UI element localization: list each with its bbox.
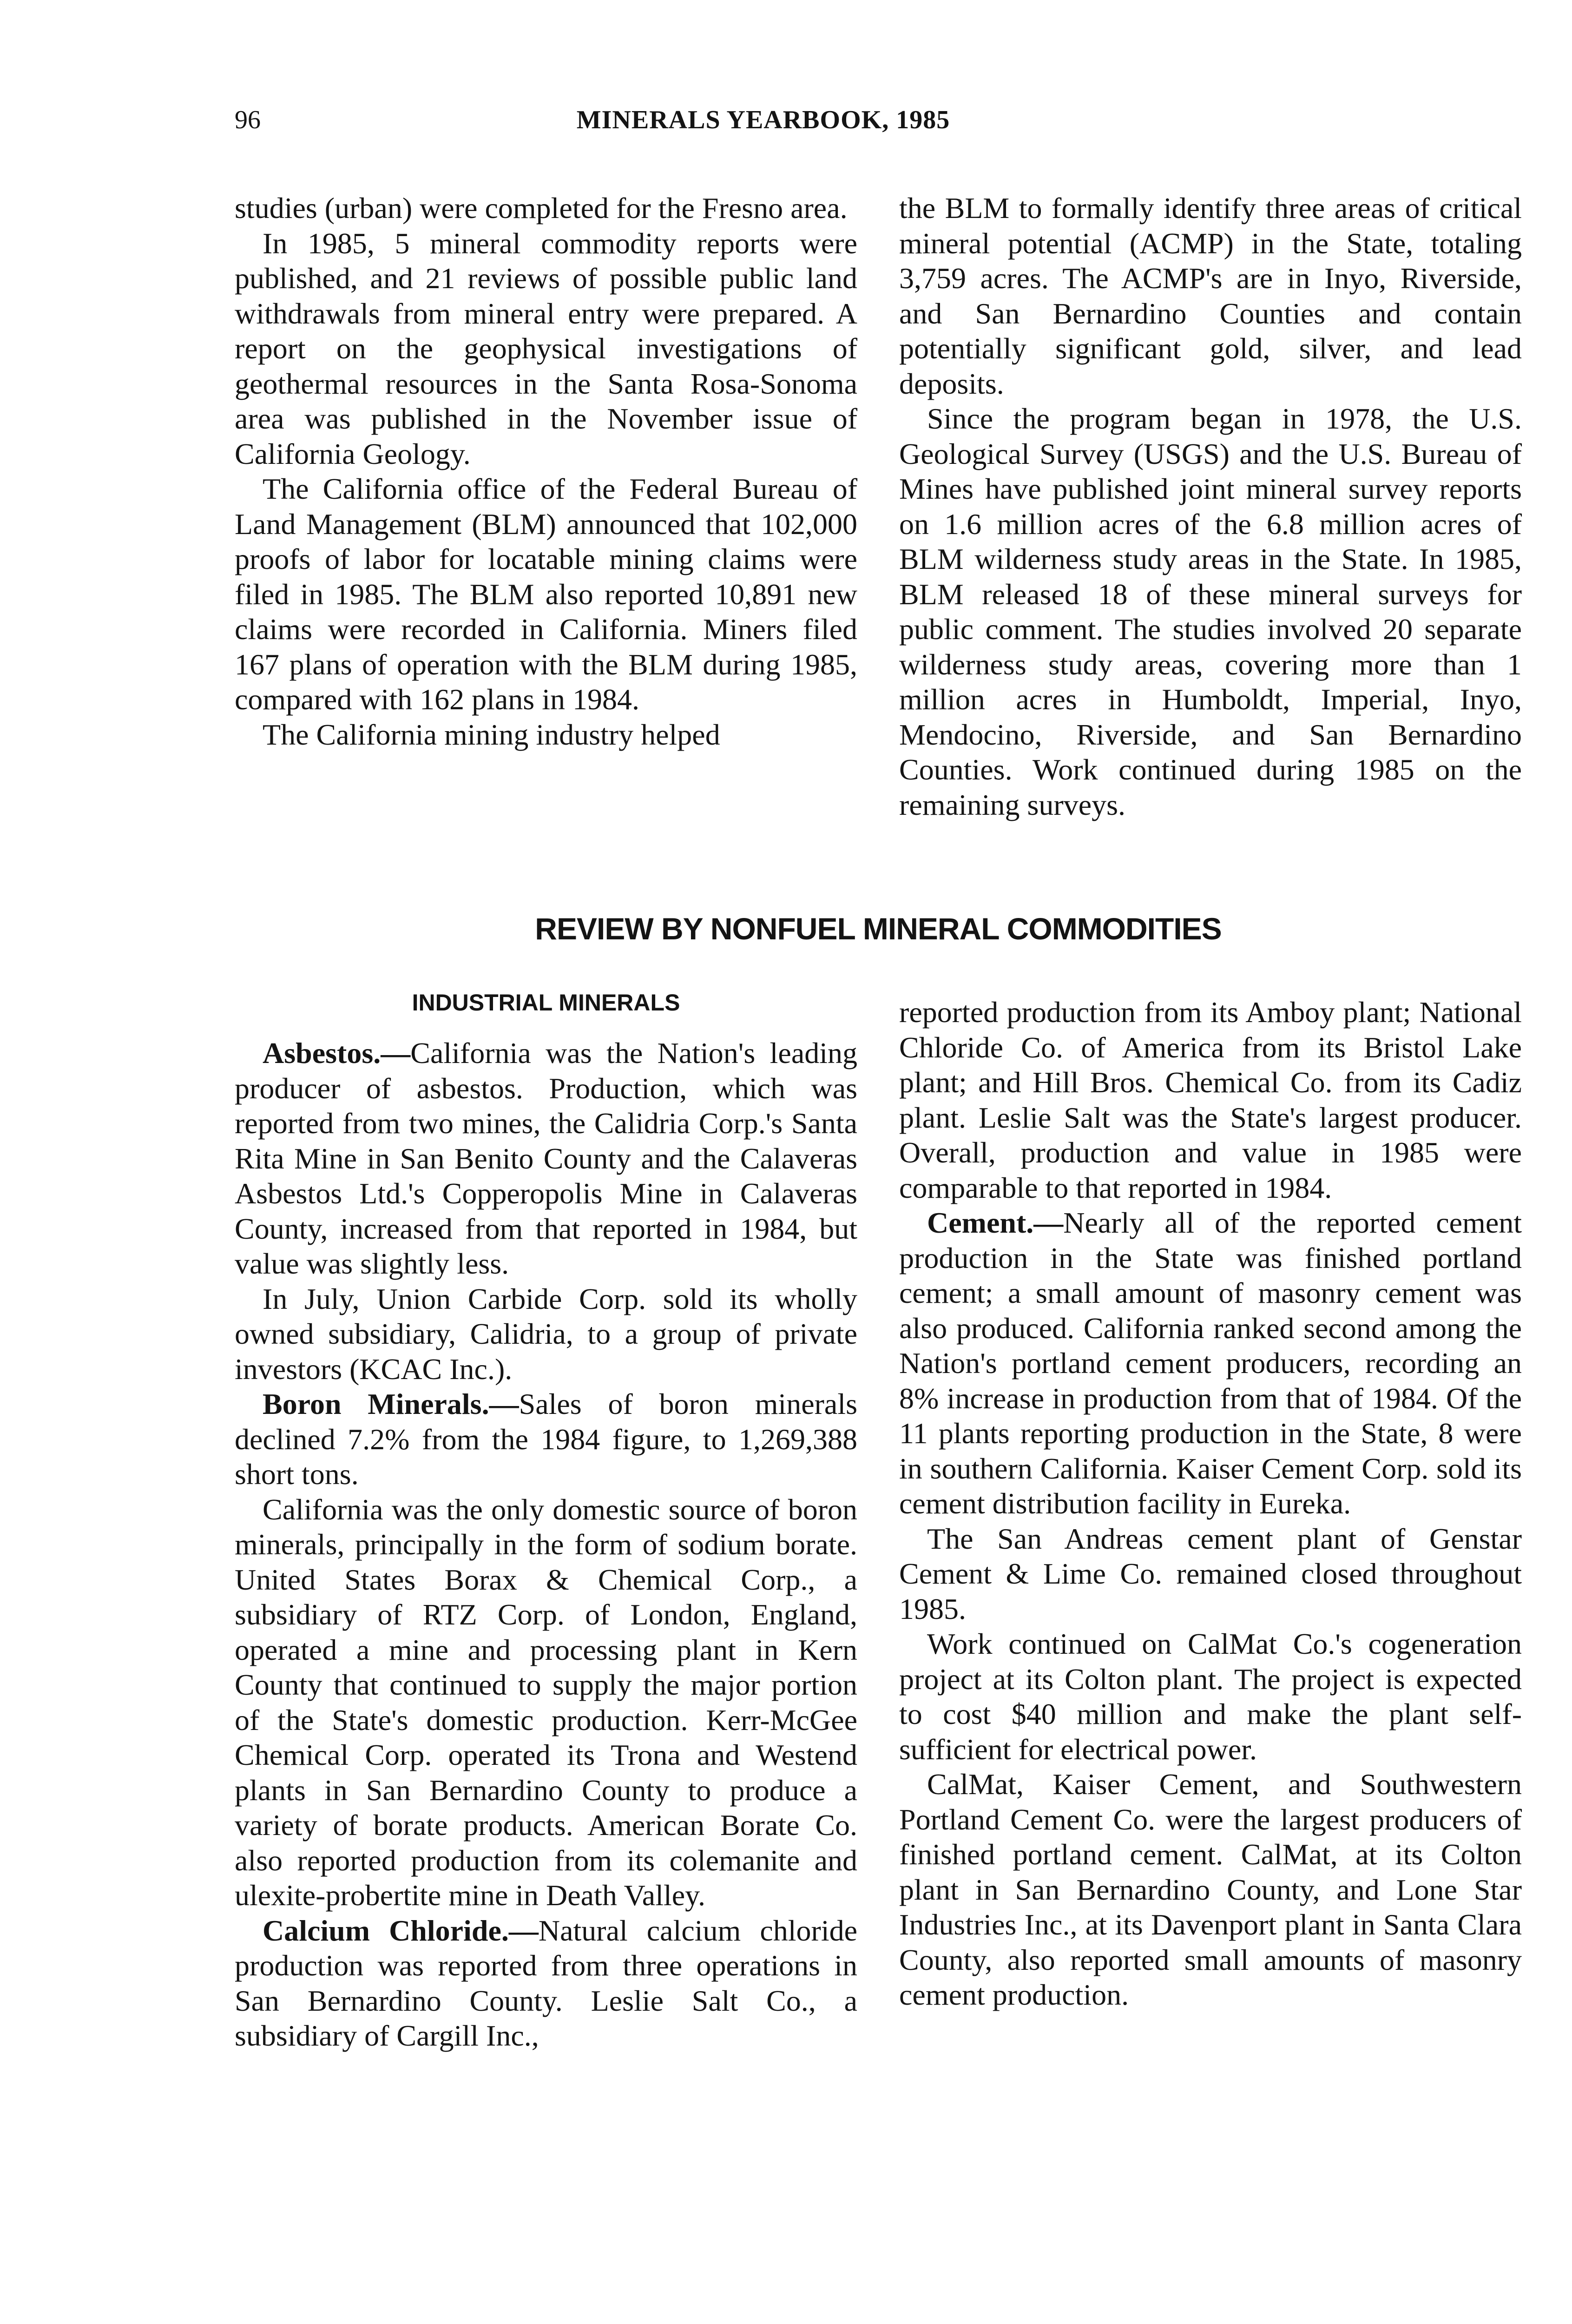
paragraph-asbestos — [235, 1036, 857, 1281]
bottom-left-column — [235, 1036, 857, 2053]
bottom-right-column — [899, 995, 1522, 2013]
page-number: 96 — [235, 106, 261, 134]
paragraph-calcium-chloride — [235, 1913, 857, 2053]
paragraph: the BLM to formally identify three areas of critical mineral potential (ACMP) in the State, totaling 3,759 acres. The ACMP's are in Inyo, Riverside, and San Bernardino Counties and contain potentially significant gold, silver, and lead deposits. — [899, 191, 1522, 400]
section-heading: REVIEW BY NONFUEL MINERAL COMMODITIES — [535, 911, 1222, 946]
paragraph-text: California was the Nation's leading producer of asbestos. Production, which was reported from two mines, the Calidria Corp.'s Santa Rita Mine in San Benito County and the Calaveras Asbestos Ltd.'s Copperopolis Mine in Calaveras County, increased from that reported in 1984, but value was slightly less. — [235, 1037, 857, 1280]
paragraph: Since the program began in 1978, the U.S. Geological Survey (USGS) and the U.S. Bureau of Mines have published joint mineral survey reports on 1.6 million acres of the 6.8 million acres of BLM wilderness study areas in the State. In 1985, BLM released 18 of these mineral surveys for public comment. The studies involved 20 separate wilderness study areas, covering more than 1 million acres in Humboldt, Imperial, Inyo, Mendocino, Riverside, and San Bernardino Counties. Work continued during 1985 on the remaining surveys. — [899, 402, 1522, 821]
paragraph: reported production from its Amboy plant; National Chloride Co. of America from its Bristol Lake plant; and Hill Bros. Chemical Co. from its Cadiz plant. Leslie Salt was the State's largest producer. Overall, production and value in 1985 were comparable to that reported in 1984. — [899, 996, 1522, 1204]
running-title: MINERALS YEARBOOK, 1985 — [576, 106, 950, 134]
run-in-heading: Calcium Chloride.— — [263, 1914, 539, 1947]
paragraph: Work continued on CalMat Co.'s cogeneration project at its Colton plant. The project is expected to cost $40 million and make the plant self-sufficient for electrical power. — [899, 1627, 1522, 1766]
subsection-heading: INDUSTRIAL MINERALS — [412, 990, 680, 1016]
paragraph-boron — [235, 1386, 857, 1492]
paragraph: CalMat, Kaiser Cement, and Southwestern Portland Cement Co. were the largest producers of finished portland cement. CalMat, at its Colton plant in San Bernardino County, and Lone Star Industries Inc., at its Davenport plant in Santa Clara County, also reported small amounts of masonry cement production. — [899, 1768, 1522, 2011]
paragraph-text: Sales of boron minerals declined 7.2% from the 1984 figure, to 1,269,388 short tons. — [235, 1387, 858, 1491]
run-in-heading: Cement.— — [927, 1206, 1064, 1239]
top-right-column — [899, 191, 1522, 822]
paragraph: California was the only domestic source of boron minerals, principally in the form of sodium borate. United States Borax & Chemical Corp., a subsidiary of RTZ Corp. of London, England, operated a mine and processing plant in Kern County that continued to supply the major portion of the State's domestic production. Kerr-McGee Chemical Corp. operated its Trona and Westend plants in San Bernardino County to produce a variety of borate products. American Borate Co. also reported production from its colemanite and ulexite-probertite mine in Death Valley. — [235, 1492, 857, 1912]
paragraph: The California mining industry helped — [263, 718, 720, 751]
paragraph: The California office of the Federal Bureau of Land Management (BLM) announced that 102,000 proofs of labor for locatable mining claims were filed in 1985. The BLM also reported 10,891 new claims were recorded in California. Miners filed 167 plans of operation with the BLM during 1985, compared with 162 plans in 1984. — [235, 472, 857, 716]
paragraph-text: Nearly all of the reported cement production in the State was finished portland cement; a small amount of masonry cement was also produced. California ranked second among the Nation's portland cement producers, recording an 8% increase in production from that of 1984. Of the 11 plants reporting production in the State, 8 were in southern California. Kaiser Cement Corp. sold its cement distribution facility in Eureka. — [899, 1206, 1522, 1520]
run-in-heading: Asbestos.— — [263, 1037, 411, 1070]
paragraph: In 1985, 5 mineral commodity reports were published, and 21 reviews of possible public land withdrawals from mineral entry were prepared. A report on the geophysical investigations of geothermal resources in the Santa Rosa-Sonoma area was published in the November issue of California Geology. — [235, 226, 857, 470]
running-head — [235, 101, 1292, 139]
paragraph: studies (urban) were completed for the Fresno area. — [235, 191, 848, 224]
top-left-column — [235, 191, 857, 752]
paragraph-text: Natural calcium chloride production was reported from three operations in San Bernardino County. Leslie Salt Co., a subsidiary of Cargill Inc., — [235, 1914, 858, 2052]
paragraph: The San Andreas cement plant of Genstar Cement & Lime Co. remained closed throughout 1985. — [899, 1522, 1522, 1625]
run-in-heading: Boron Minerals.— — [263, 1387, 519, 1420]
paragraph: In July, Union Carbide Corp. sold its wholly owned subsidiary, Calidria, to a group of private investors (KCAC Inc.). — [235, 1282, 857, 1386]
paragraph-cement — [899, 1205, 1522, 1521]
